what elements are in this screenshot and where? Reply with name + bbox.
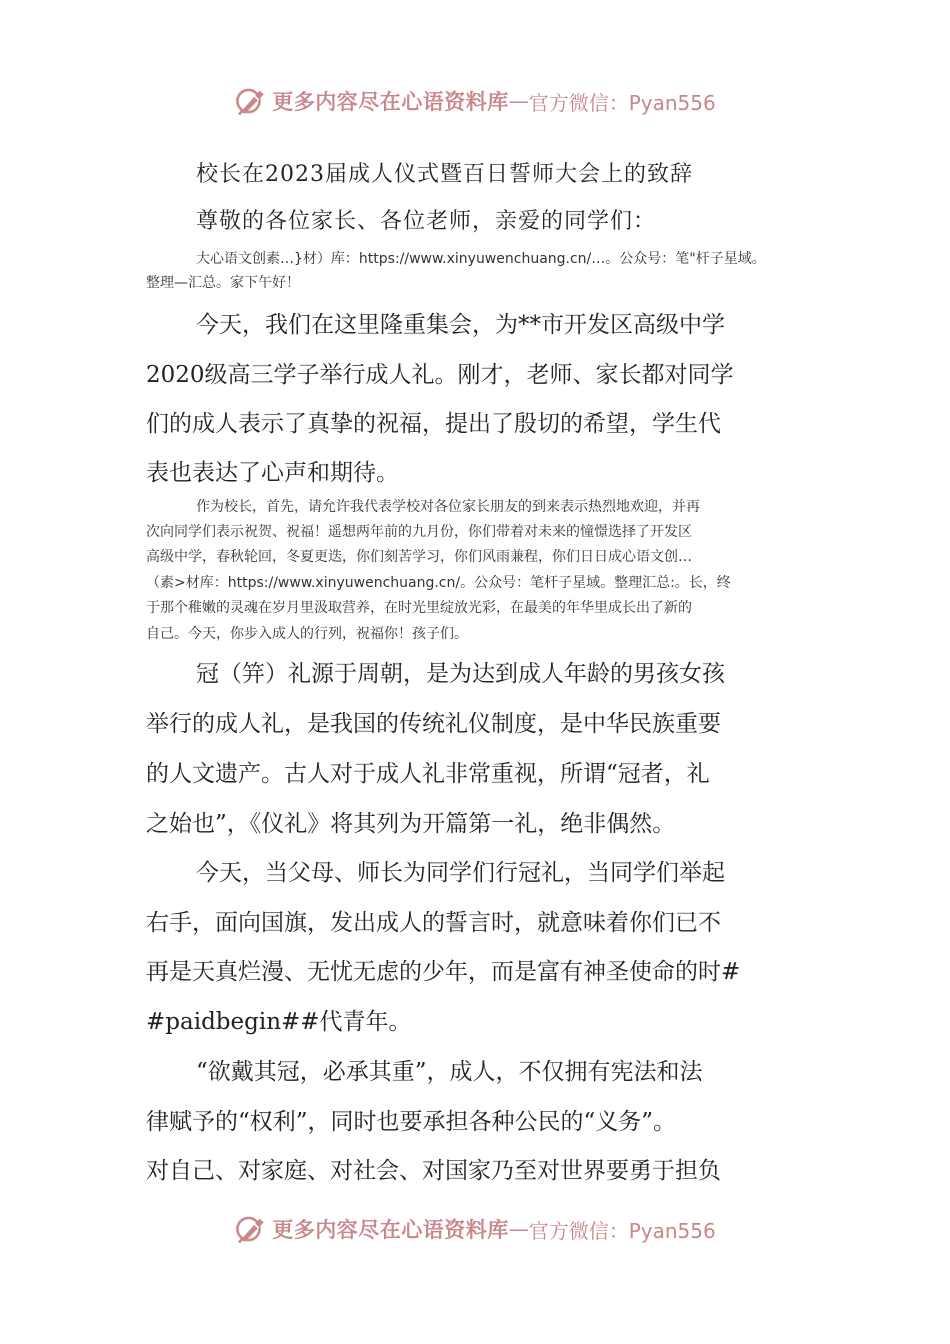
paragraph-line: 表也表达了心声和期待。 [146,460,399,486]
paragraph-line: （素>材库：https://www.xinyuwenchuang.cn/。公众号：笔杆子星域。整理汇总:。长，终 [146,575,731,591]
paragraph-line: 律赋予的“权利”，同时也要承担各种公民的“义务”。 [146,1109,677,1135]
banner-wechat: 官方微信：Pyan556 [528,90,716,115]
paragraph-line: 们的成人表示了真挚的祝福，提出了殷切的希望，学生代 [146,411,721,437]
header-banner [0,84,950,118]
pen-logo-icon [234,1212,268,1246]
paragraph-line: “欲戴其冠，必承其重”，成人，不仅拥有宪法和法 [196,1059,703,1085]
banner-dash: — [508,1217,529,1241]
pen-logo-icon [234,84,268,118]
banner-wechat: 官方微信：Pyan556 [528,1218,716,1243]
paragraph-line: 2020级高三学子举行成人礼。刚才，老师、家长都对同学 [146,362,734,388]
paragraph-line: 今天，当父母、师长为同学们行冠礼，当同学们举起 [196,860,725,886]
watermark-note-line: 大心语文创素…}材）库：https://www.xinyuwenchuang.cn/…。公众号：笔"杆子星域。 [196,251,766,267]
footer-banner [0,1212,950,1246]
document-title: 校长在2023届成人仪式暨百日誓师大会上的致辞 [196,162,693,187]
paragraph-line: 再是天真烂漫、无忧无虑的少年，而是富有神圣使命的时# [146,959,741,985]
paragraph-line: 右手，面向国旗，发出成人的誓言时，就意味着你们已不 [146,910,721,936]
paragraph-line: 高级中学，春秋轮回，冬夏更迭，你们刻苦学习，你们风雨兼程，你们日日成心语文创… [146,549,692,565]
paragraph-line: 自己。今天，你步入成人的行列，祝福你！孩子们。 [146,626,468,642]
paragraph-line: 今天，我们在这里隆重集会，为**市开发区高级中学 [196,312,725,338]
salutation: 尊敬的各位家长、各位老师，亲爱的同学们： [196,209,657,234]
paragraph-line: 次向同学们表示祝贺、祝福！遥想两年前的九月份，你们带着对未来的憧憬选择了开发区 [146,524,692,540]
banner-text: 更多内容尽在心语资料库 [272,1217,509,1242]
paragraph-line: 对自己、对家庭、对社会、对国家乃至对世界要勇于担负 [146,1158,721,1184]
paragraph-line: 的人文遗产。古人对于成人礼非常重视，所谓“冠者，礼 [146,761,710,787]
paragraph-line: 冠（笄）礼源于周朝，是为达到成人年龄的男孩女孩 [196,661,725,687]
paragraph-line: 作为校长，首先，请允许我代表学校对各位家长朋友的到来表示热烈地欢迎，并再 [196,499,700,515]
banner-text: 更多内容尽在心语资料库 [272,89,509,114]
watermark-note-line: 整理—汇总。家下午好！ [146,275,300,291]
paragraph-line: #paidbegin##代青年。 [146,1009,412,1035]
paragraph-line: 之始也”，《仪礼》将其列为开篇第一礼，绝非偶然。 [146,811,676,837]
paragraph-line: 举行的成人礼，是我国的传统礼仪制度，是中华民族重要 [146,711,721,737]
banner-dash: — [508,89,529,113]
paragraph-line: 于那个稚嫩的灵魂在岁月里汲取营养，在时光里绽放光彩，在最美的年华里成长出了新的 [146,600,692,616]
